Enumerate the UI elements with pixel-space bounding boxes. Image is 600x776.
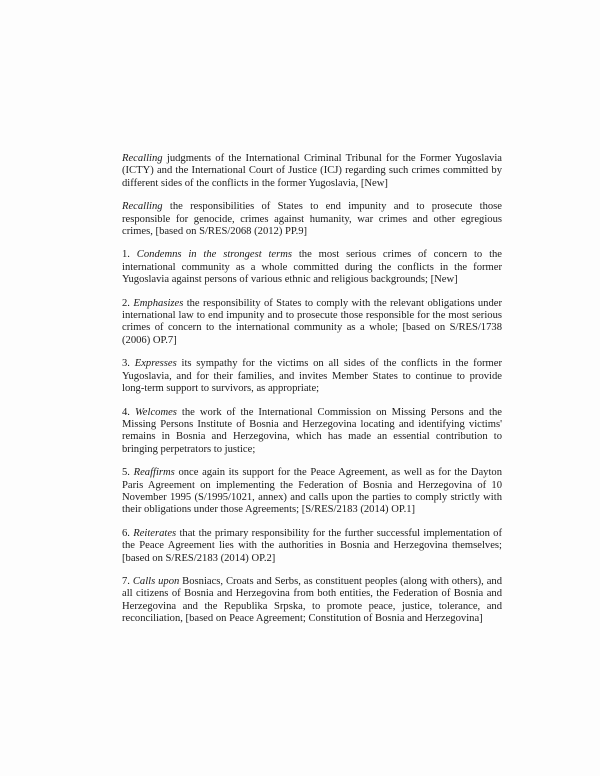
paragraph-lead: Condemns in the strongest terms (136, 249, 293, 261)
paragraph-text: Bosniacs, Croats and Serbs, as constituent peoples (along with others), and all citizens of Bosnia and Herzegovina from both entities, the Federation of Bosnia and Herzegovina and the Republika Srpska, to promote peace, justice, tolerance, and reconciliation, [based on Peace Agreement; Constitution of Bosnia and Herzegovina] (122, 575, 502, 625)
paragraph-number: 4. (122, 406, 130, 418)
paragraph-text: that the primary responsibility for the further successful implementation of the Peace Agreement lies with the authorities in Bosnia and Herzegovina themselves; [based on S/RES/2183 (2014) OP.2] (122, 527, 502, 564)
operative-paragraph-5 (122, 467, 502, 517)
paragraph-lead: Calls upon (132, 575, 180, 587)
paragraph-lead: Recalling (122, 153, 163, 164)
paragraph-number: 3. (122, 358, 130, 370)
paragraph-lead: Reiterates (133, 527, 177, 539)
paragraph-text: the most serious crimes of concern to the international community as a whole committed during the conflicts in the former Yugoslavia against persons of various ethnic and religious backgrounds; [New] (122, 249, 503, 286)
operative-paragraph-1 (122, 249, 502, 286)
paragraph-lead: Expresses (134, 358, 177, 370)
paragraph-lead: Welcomes (134, 406, 177, 418)
paragraph-number: 5. (122, 467, 130, 479)
operative-paragraph-7 (122, 576, 502, 626)
paragraph-lead: Emphasizes (133, 297, 184, 309)
paragraph-lead: Reaffirms (133, 467, 175, 479)
paragraph-text: the responsibility of States to comply with the relevant obligations under international law to end impunity and to prosecute those responsible for the most serious crimes of concern to the international community as a whole; [based on S/RES/1738 (2006) OP.7] (122, 297, 502, 346)
paragraph-text: its sympathy for the victims on all sides of the conflicts in the former Yugoslavia, and for their families, and invites Member States to continue to provide long-term support to survivors, as appropriate; (122, 358, 503, 395)
paragraph-lead: Recalling (122, 201, 163, 213)
paragraph-number: 6. (122, 527, 130, 539)
operative-paragraph-2 (122, 298, 502, 348)
operative-paragraph-6 (122, 528, 502, 565)
paragraph-text: once again its support for the Peace Agreement, as well as for the Dayton Paris Agreement on implementing the Federation of Bosnia and Herzegovina of 10 November 1995 (S/1995/1021, annex) and calls upon the parties to comply strictly with their obligations under those Agreements; [S/RES/2183 (2014) OP.1] (122, 467, 503, 516)
operative-paragraph-3 (122, 358, 502, 395)
paragraph-number: 1. (122, 249, 130, 261)
paragraph-text: the work of the International Commission on Missing Persons and the Missing Persons Institute of Bosnia and Herzegovina locating and identifying victims' remains in Bosnia and Herzegovina, which has made an essential contribution to bringing perpetrators to justice; (122, 406, 502, 455)
preamble-paragraph-2 (122, 201, 502, 238)
paragraph-number: 2. (122, 297, 130, 309)
paragraph-text: the responsibilities of States to end impunity and to prosecute those responsible for genocide, crimes against humanity, war crimes and other egregious crimes, [based on S/RES/2068 (2012) PP.9] (122, 201, 502, 238)
paragraph-number: 7. (122, 575, 130, 587)
paragraph-text: judgments of the International Criminal Tribunal for the Former Yugoslavia (ICTY) and the International Court of Justice (ICJ) regarding such crimes committed by different sides of the conflicts in the former Yugoslavia, [New] (122, 153, 502, 189)
document-body (122, 153, 502, 637)
operative-paragraph-4 (122, 407, 502, 457)
preamble-paragraph-1 (122, 153, 502, 190)
